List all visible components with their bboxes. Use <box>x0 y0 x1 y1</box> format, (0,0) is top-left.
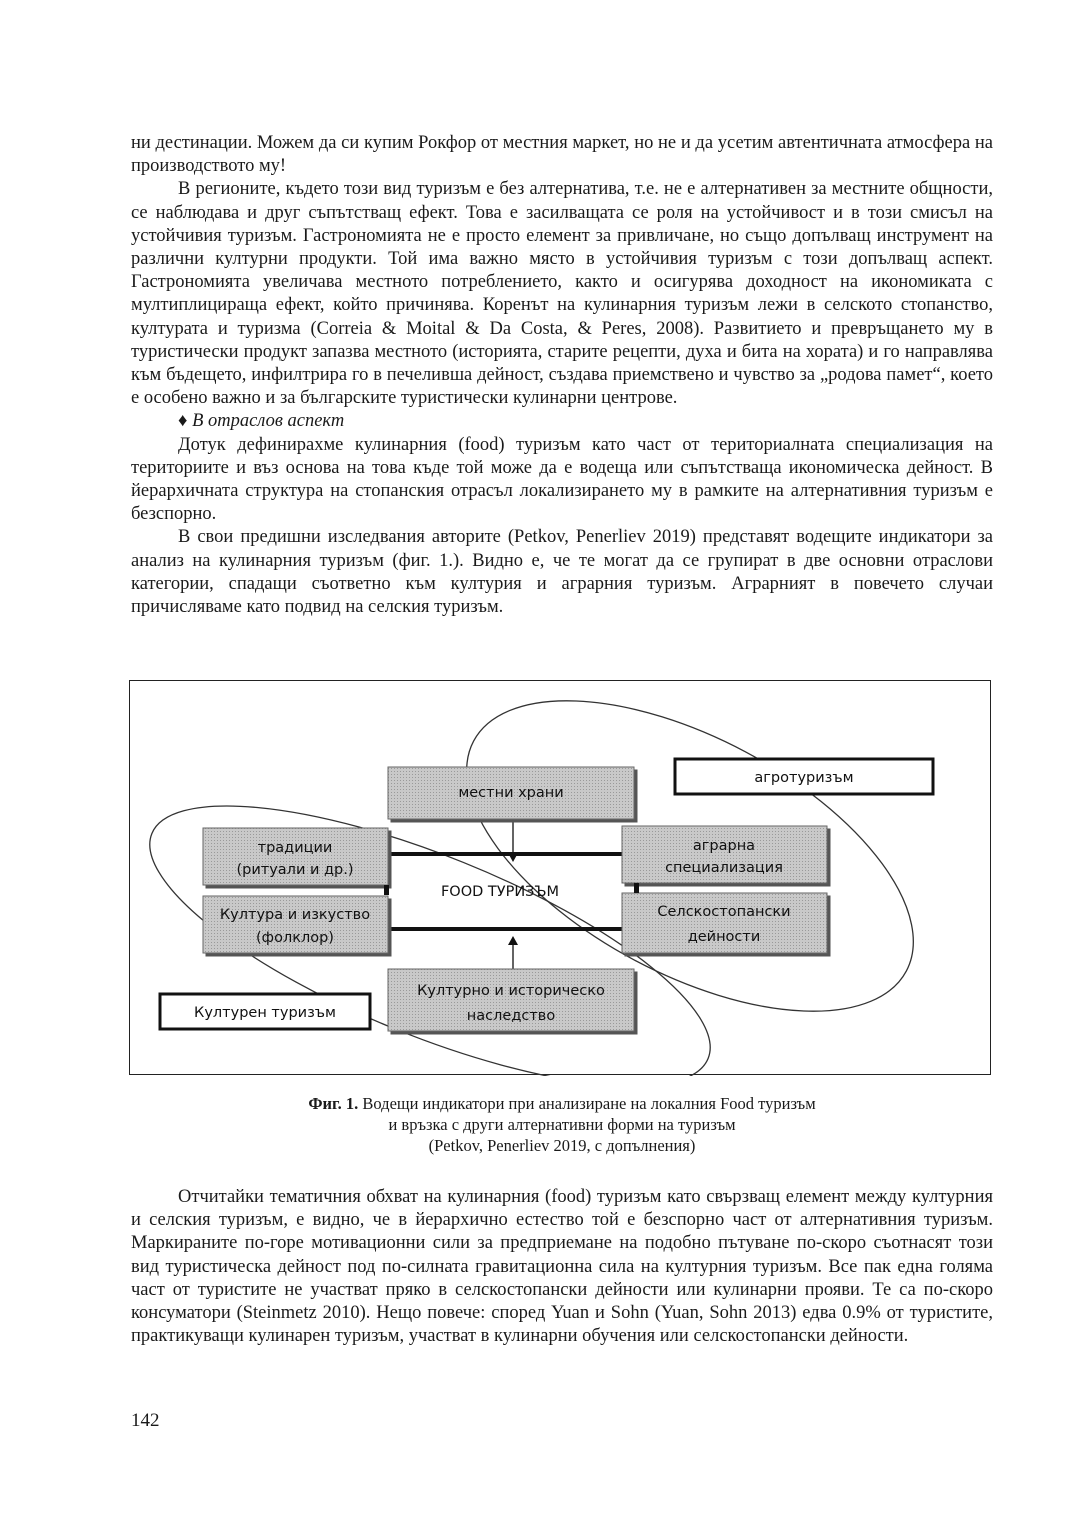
caption-text-1: Водещи индикатори при анализиране на локалния Food туризъм <box>362 1094 816 1113</box>
caption-line-3: (Petkov, Penerliev 2019, с допълнения) <box>428 1136 696 1155</box>
farming-label-line1: Селскостопански <box>657 904 791 920</box>
body-text-top <box>131 132 993 619</box>
body-text-bottom <box>131 1186 993 1348</box>
heritage-label-line1: Културно и историческо <box>417 983 605 999</box>
paragraph: В регионите, където този вид туризъм е без алтернатива, т.е. не е алтернативен за местните общности, се наблюдава и друг съпътстващ ефект. Това е засилващата се роля на устойчивост и в този смисъл на устойчивия туризъм. Гастрономията не е просто елемент за привличане, но също допълващ инструмент на различни културни продукти. Той има важно място в устойчивия туризъм с този допълващ аспект. Гастрономията увеличава местното потреблението, както и осигурява доходност на икономиката с мултиплицираща ефект, който причинява. Коренът на кулинарния туризъм лежи в селското стопанство, културата и туризма (Correia & Moital & Da Costa, & Peres, 2008). Развитието и превръщането му в туристически продукт запазва местното (историята, старите рецепти, духа и бита на хората) и го направлява към бъдещето, инфилтрира го в печеливша дейност, създава приемствено и чувство за „родова памет“, което е особено важно и за българските туристически кулинарни центрове. <box>131 179 993 409</box>
food-tourism-center-label: FOOD ТУРИЗЪМ <box>440 884 560 900</box>
cultural-tourism-label: Културен туризъм <box>194 1005 336 1021</box>
paragraph: Дотук дефинирахме кулинарния (food) туризъм като част от териториалната специализация на териториите и въз основа на това къде той може да е водеща или съпътстваща икономическа дейност. В йерархичната структура на стопанския отрасъл локализирането му в рамките на алтернативния туризъм е безспорно. <box>131 434 993 525</box>
agrarian-label-line2: специализация <box>665 860 783 876</box>
section-subheading: ♦ В отраслов аспект <box>178 411 345 432</box>
caption-label: Фиг. 1. <box>308 1094 359 1113</box>
agrarian-connector <box>634 883 639 893</box>
heritage-arrowhead <box>508 936 518 945</box>
culture-art-label-line2: (фолклор) <box>256 930 334 946</box>
culture-art-label-line1: Култура и изкуство <box>219 907 371 923</box>
heritage-label-line2: наследство <box>466 1008 556 1024</box>
figure-caption <box>131 1093 993 1156</box>
page-number: 142 <box>131 1410 160 1431</box>
paragraph: В свои предишни изследвания авторите (Petkov, Penerliev 2019) представят водещите индикатори за анализ на кулинарния туризъм (фиг. 1.). Видно е, че те могат да се групират в две основни отраслови категории, спадащи съответно към културия и аграрния туризъм. Аграрният в повечето случаи причисляваме като подвид на селския туризъм. <box>131 527 993 618</box>
figure-1-diagram <box>129 680 991 1075</box>
traditions-label-line1: традиции <box>257 840 333 856</box>
traditions-label-line2: (ритуали и др.) <box>236 862 354 878</box>
local-food-arrowhead <box>508 853 518 862</box>
diagram-svg <box>130 681 992 1076</box>
agrotourism-label: агротуризъм <box>754 770 854 786</box>
caption-line-1 <box>131 1093 993 1114</box>
paragraph: ни дестинации. Можем да си купим Рокфор от местния маркет, но не и да усетим автентичната атмосфера на производството му! <box>131 133 993 177</box>
local-food-label: местни храни <box>458 785 564 801</box>
traditions-connector <box>384 885 389 895</box>
farming-label-line2: дейности <box>687 929 761 945</box>
paragraph: Отчитайки тематичния обхват на кулинарния (food) туризъм като свързващ елемент между културния и селския туризъм, е видно, че в йерархично естество той е безспорно част от алтернативния туризъм. Маркираните по-горе мотивационни сили за предприемане на подобно пътуване по-скоро съотнасят този вид туристическа дейност под по-силната гравитационна сила на културния туризъм. Все пак една голяма част от туристите не участват пряко в селскостопански дейности или кулинарни прояви. Те са по-скоро консуматори (Steinmetz 2010). Нещо повече: според Yuan и Sohn (Yuan, Sohn 2013) едва 0.9% от туристите, практикуващи кулинарен туризъм, участват в кулинарни обучения или селскостопански дейности. <box>131 1187 993 1347</box>
agrarian-label-line1: аграрна <box>692 838 756 854</box>
caption-line-2: и връзка с други алтернативни форми на туризъм <box>388 1115 736 1134</box>
